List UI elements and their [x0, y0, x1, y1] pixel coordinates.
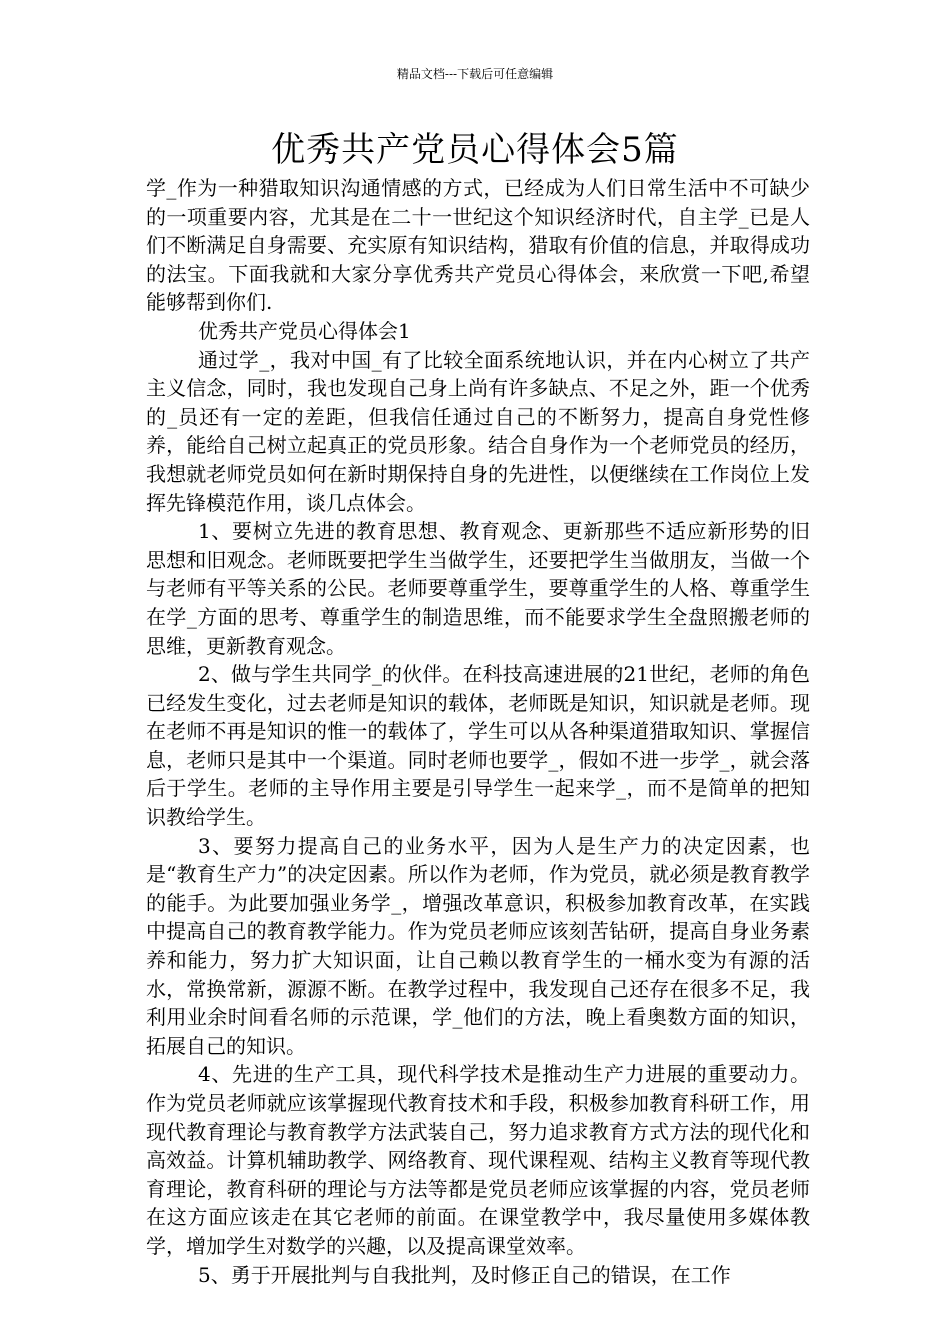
header-note: 精品文档---下载后可任意编辑 [396, 67, 554, 81]
body-paragraph: 4、先进的生产工具，现代科学技术是推动生产力进展的重要动力。作为党员老师就应该掌握现代教育技术和手段，积极参加教育科研工作，用现代教育理论与教育教学方法武装自己，努力追求教育方式方法的现代化和高效益。计算机辅助教学、网络教育、现代课程观、结构主义教育等现代教育理论，教育科研的理论与方法等都是党员老师应该掌握的内容，党员老师在这方面应该走在其它老师的前面。在课堂教学中，我尽量使用多媒体教学，增加学生对数学的兴趣，以及提高课堂效率。 [146, 1062, 810, 1258]
document-title: 优秀共产党员心得体会5篇 [271, 130, 679, 170]
body-paragraph: 2、做与学生共同学_的伙伴。在科技高速进展的21世纪，老师的角色已经发生变化，过去老师是知识的载体，老师既是知识，知识就是老师。现在老师不再是知识的惟一的载体了，学生可以从各种渠道猎取知识、掌握信息，老师只是其中一个渠道。同时老师也要学_，假如不进一步学_，就会落后于学生。老师的主导作用主要是引导学生一起来学_，而不是简单的把知识教给学生。 [146, 662, 810, 830]
intro-paragraph: 学_作为一种猎取知识沟通情感的方式，已经成为人们日常生活中不可缺少的一项重要内容，尤其是在二十一世纪这个知识经济时代，自主学_已是人们不断满足自身需要、充实原有知识结构，猎取有价值的信息，并取得成功的法宝。下面我就和大家分享优秀共产党员心得体会，来欣赏一下吧,希望能够帮到你们. [146, 176, 810, 315]
body-paragraph: 1、要树立先进的教育思想、教育观念、更新那些不适应新形势的旧思想和旧观念。老师既要把学生当做学生，还要把学生当做朋友，当做一个与老师有平等关系的公民。老师要尊重学生，要尊重学生的人格、尊重学生在学_方面的思考、尊重学生的制造思维，而不能要求学生全盘照搬老师的思维，更新教育观念。 [146, 519, 810, 658]
section-heading: 优秀共产党员心得体会1 [198, 318, 411, 343]
body-paragraph: 3、要努力提高自己的业务水平，因为人是生产力的决定因素，也是“教育生产力”的决定因素。所以作为老师，作为党员，就必须是教育教学的能手。为此要加强业务学_，增强改革意识，积极参加教育改革，在实践中提高自己的教育教学能力。作为党员老师应该刻苦钻研，提高自身业务素养和能力，努力扩大知识面，让自己赖以教育学生的一桶水变为有源的活水，常换常新，源源不断。在教学过程中，我发现自己还存在很多不足，我利用业余时间看名师的示范课，学_他们的方法，晚上看奥数方面的知识，拓展自己的知识。 [146, 833, 810, 1058]
body-paragraph: 通过学_，我对中国_有了比较全面系统地认识，并在内心树立了共产主义信念，同时，我也发现自己身上尚有许多缺点、不足之外，距一个优秀的_员还有一定的差距，但我信任通过自己的不断努力，提高自身党性修养，能给自己树立起真正的党员形象。结合自身作为一个老师党员的经历，我想就老师党员如何在新时期保持自身的先进性，以便继续在工作岗位上发挥先锋模范作用，谈几点体会。 [146, 347, 810, 515]
document-body [146, 174, 810, 1289]
body-paragraph: 5、勇于开展批判与自我批判，及时修正自己的错误，在工作 [198, 1262, 731, 1287]
